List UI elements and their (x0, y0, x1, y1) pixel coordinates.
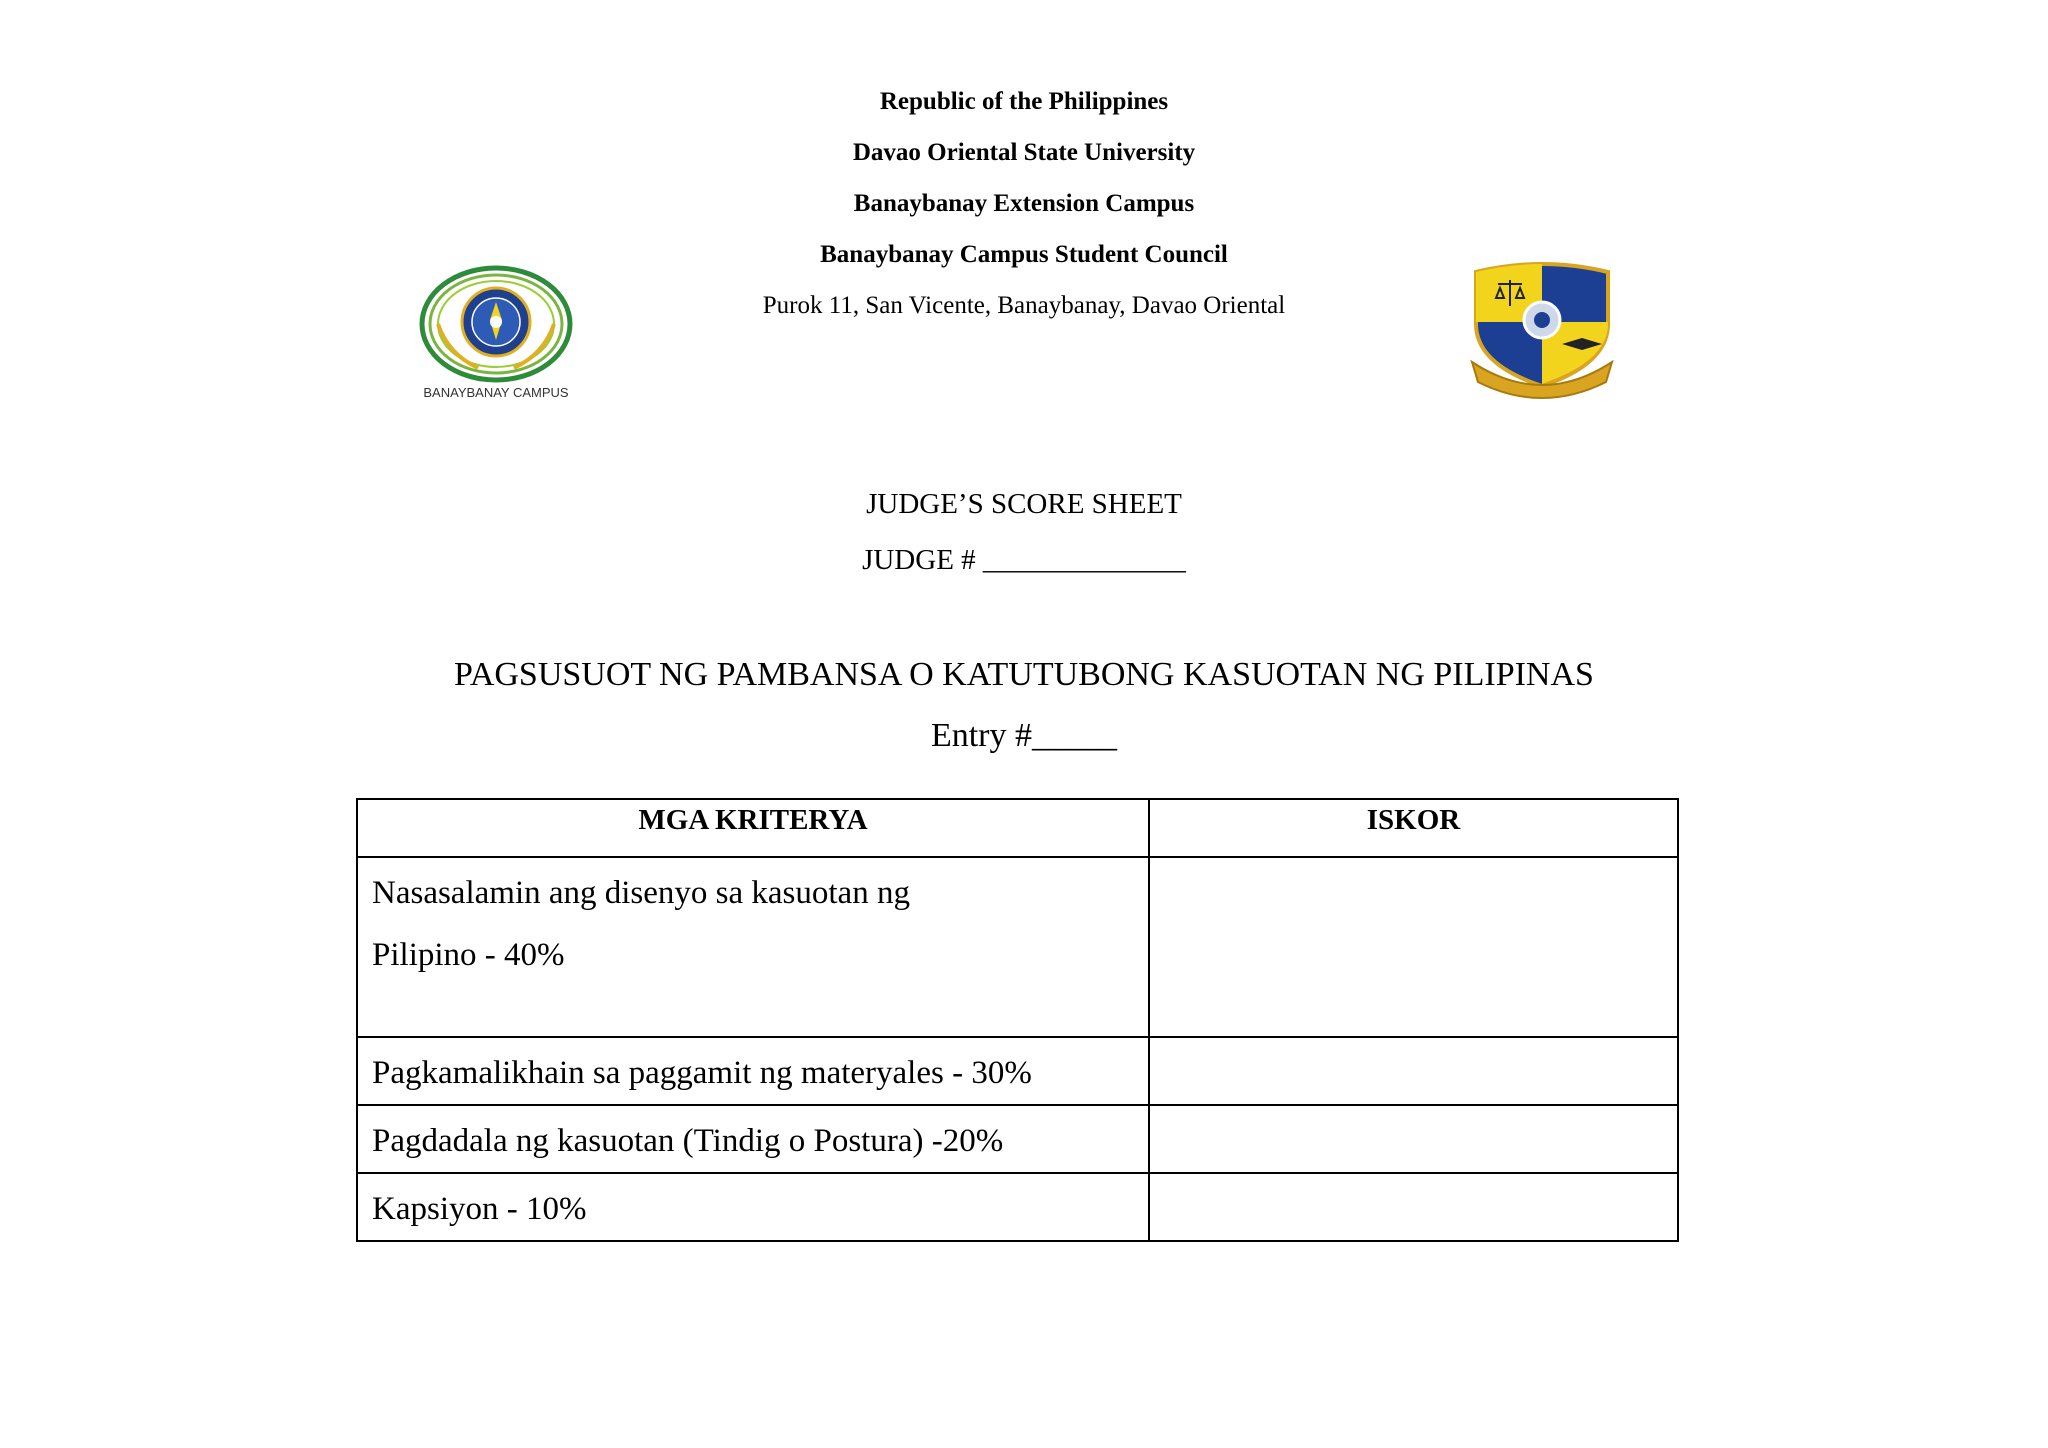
criteria-cell: Pagdadala ng kasuotan (Tindig o Postura) -20% (357, 1105, 1149, 1173)
event-title: PAGSUSUOT NG PAMBANSA O KATUTUBONG KASUOTAN NG PILIPINAS (454, 656, 1594, 693)
header-line-university: Davao Oriental State University (852, 139, 1196, 166)
score-sheet-title: JUDGE’S SCORE SHEET (866, 488, 1182, 520)
table-row (357, 857, 1678, 1037)
table-row (357, 1105, 1678, 1173)
criteria-cell: Kapsiyon - 10% (357, 1173, 1149, 1241)
header-line-republic: Republic of the Philippines (879, 88, 1169, 115)
svg-text:BANAYBANAY CAMPUS: BANAYBANAY CAMPUS (423, 385, 569, 400)
header-address: Purok 11, San Vicente, Banaybanay, Davao Oriental (762, 292, 1286, 319)
header-line-campus: Banaybanay Extension Campus (853, 190, 1195, 217)
score-cell[interactable] (1149, 1173, 1678, 1241)
table-row (357, 1173, 1678, 1241)
score-column-header: ISKOR (1149, 799, 1678, 857)
student-council-shield-logo (1462, 258, 1622, 408)
score-cell[interactable] (1149, 1037, 1678, 1105)
score-cell[interactable] (1149, 857, 1678, 1037)
entry-number-line: Entry #_____ (930, 717, 1118, 754)
header-line-council: Banaybanay Campus Student Council (820, 241, 1228, 268)
criteria-text-line: Nasasalamin ang disenyo sa kasuotan ng (372, 875, 910, 911)
score-cell[interactable] (1149, 1105, 1678, 1173)
criteria-text-line: Pilipino - 40% (372, 937, 565, 973)
banaybanay-campus-logo (418, 262, 574, 412)
criteria-score-table (356, 798, 1679, 1242)
criteria-cell (357, 857, 1149, 1037)
judge-number-line: JUDGE # ______________ (862, 544, 1186, 576)
table-header-row (357, 799, 1678, 857)
table-row (357, 1037, 1678, 1105)
criteria-column-header: MGA KRITERYA (357, 799, 1149, 857)
criteria-cell: Pagkamalikhain sa paggamit ng materyales - 30% (357, 1037, 1149, 1105)
